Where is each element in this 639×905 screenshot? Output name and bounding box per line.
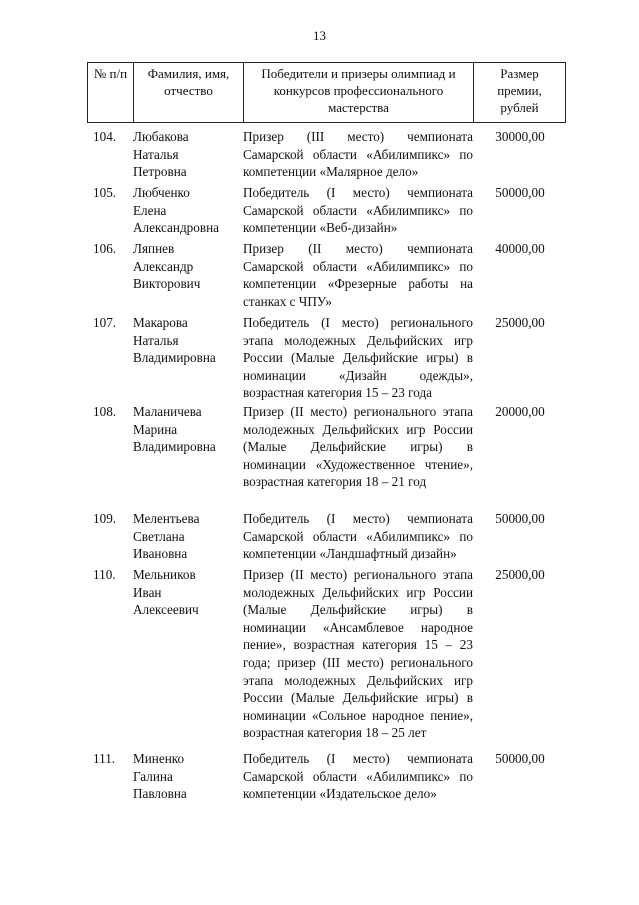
row-amount: 50000,00 xyxy=(495,185,545,200)
row-amount: 30000,00 xyxy=(495,129,545,144)
header-amount: Размер премии, рублей xyxy=(474,63,566,123)
row-amount: 50000,00 xyxy=(495,511,545,526)
row-name: Любченко Елена Александровна xyxy=(133,185,219,236)
row-amount: 20000,00 xyxy=(495,404,545,419)
row-number: 109. xyxy=(93,511,117,526)
row-description: Призер (III место) чемпионата Самарской области «Абилимпикс» по компетенции «Малярное дело» xyxy=(243,129,473,180)
row-name: Мельников Иван Алексеевич xyxy=(133,567,199,618)
row-number: 105. xyxy=(93,185,117,200)
row-description: Призер (II место) регионального этапа молодежных Дельфийских игр России (Малые Дельфийские игры) в номинации «Ансамблевое народное пение», возрастная категория 15 – 23 года; призер (III место) регионального этапа молодежных Дельфийских игр России (Малые Дельфийские игры) в номинации «Сольное народное пение», возрастная категория 18 – 25 лет xyxy=(243,567,473,741)
row-amount: 40000,00 xyxy=(495,241,545,256)
row-name: Макарова Наталья Владимировна xyxy=(133,315,216,366)
page-number: 13 xyxy=(313,28,326,43)
row-description: Победитель (I место) чемпионата Самарской области «Абилимпикс» по компетенции «Издательское дело» xyxy=(243,751,473,802)
row-description: Победитель (I место) чемпионата Самарской области «Абилимпикс» по компетенции «Веб-дизайн» xyxy=(243,185,473,236)
row-amount: 25000,00 xyxy=(495,567,545,582)
row-name: Маланичева Марина Владимировна xyxy=(133,404,216,455)
header-name: Фамилия, имя, отчество xyxy=(134,63,244,123)
row-number: 108. xyxy=(93,404,117,419)
row-description: Победитель (I место) регионального этапа молодежных Дельфийских игр России (Малые Дельфийские игры) в номинации «Дизайн одежды», возрастная категория 15 – 23 года xyxy=(243,315,473,401)
row-number: 104. xyxy=(93,129,117,144)
row-number: 106. xyxy=(93,241,117,256)
row-name: Миненко Галина Павловна xyxy=(133,751,187,802)
row-name: Любакова Наталья Петровна xyxy=(133,129,189,180)
header-number: № п/п xyxy=(88,63,134,123)
row-description: Победитель (I место) чемпионата Самарской области «Абилимпикс» по компетенции «Ландшафтный дизайн» xyxy=(243,511,473,562)
row-number: 107. xyxy=(93,315,117,330)
row-name: Ляпнев Александр Викторович xyxy=(133,241,201,292)
row-name: Мелентьева Светлана Ивановна xyxy=(133,511,200,562)
row-number: 111. xyxy=(93,751,116,766)
row-amount: 50000,00 xyxy=(495,751,545,766)
row-amount: 25000,00 xyxy=(495,315,545,330)
header-description: Победители и призеры олимпиад и конкурсов профессионального мастерства xyxy=(244,63,474,123)
row-number: 110. xyxy=(93,567,116,582)
row-description: Призер (II место) чемпионата Самарской области «Абилимпикс» по компетенции «Фрезерные работы на станках с ЧПУ» xyxy=(243,241,473,309)
row-description: Призер (II место) регионального этапа молодежных Дельфийских игр России (Малые Дельфийские игры) в номинации «Художественное чтение», возрастная категория 18 – 21 год xyxy=(243,404,473,490)
table-header xyxy=(87,62,566,123)
